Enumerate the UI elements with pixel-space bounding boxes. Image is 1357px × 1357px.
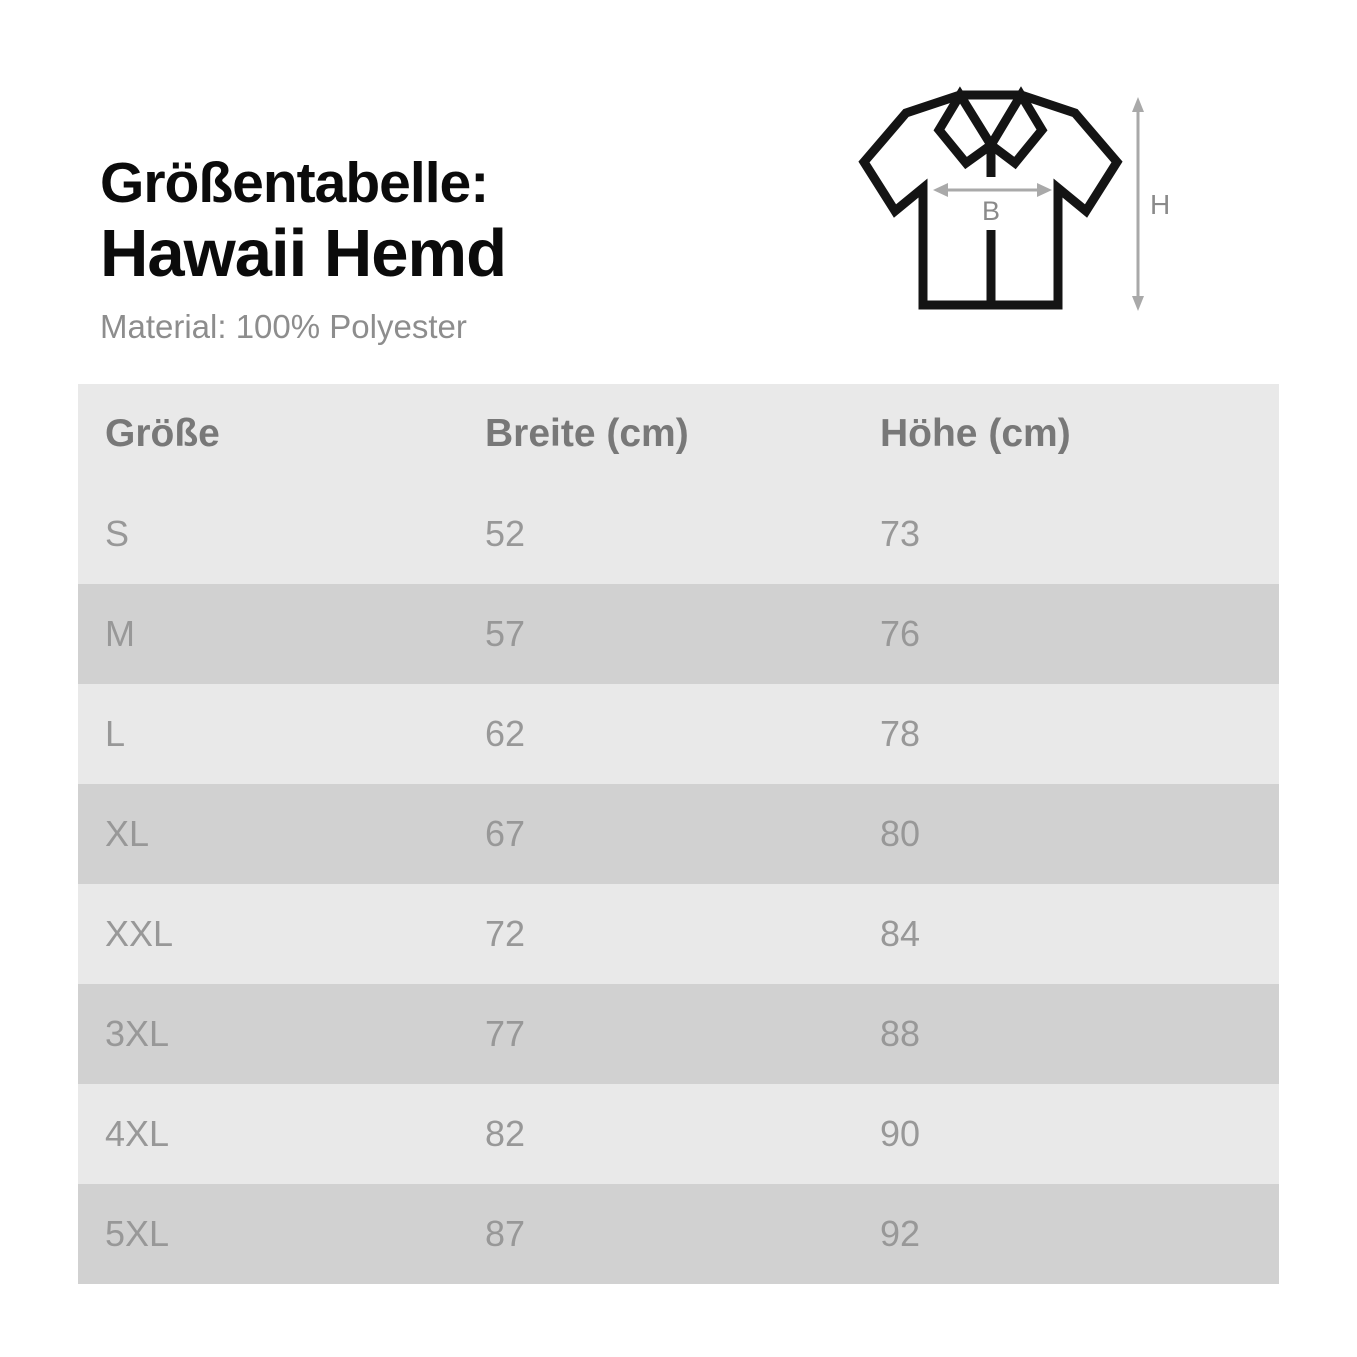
width-label: B xyxy=(981,196,1001,226)
height-cell: 73 xyxy=(880,513,921,554)
title-block xyxy=(100,150,506,346)
height-arrow-icon xyxy=(1132,97,1144,311)
width-cell: 82 xyxy=(485,1113,526,1154)
width-cell: 72 xyxy=(485,913,526,954)
material-subtitle: Material: 100% Polyester xyxy=(100,308,467,345)
table-row xyxy=(78,684,1279,784)
height-cell: 84 xyxy=(880,913,921,954)
width-cell: 67 xyxy=(485,813,526,854)
column-header-height: Höhe (cm) xyxy=(880,412,1071,455)
table-body xyxy=(78,484,1279,1284)
height-cell: 76 xyxy=(880,613,921,654)
height-label: H xyxy=(1150,189,1171,220)
page-title-line1: Größentabelle: xyxy=(100,151,489,215)
height-cell: 92 xyxy=(880,1213,921,1254)
table-row xyxy=(78,484,1279,584)
table-header-row xyxy=(78,384,1279,484)
table-row xyxy=(78,984,1279,1084)
width-cell: 62 xyxy=(485,713,526,754)
size-cell: 4XL xyxy=(105,1113,170,1154)
shirt-collar-left xyxy=(939,95,991,163)
height-cell: 80 xyxy=(880,813,921,854)
size-cell: 3XL xyxy=(105,1013,170,1054)
shirt-collar-right xyxy=(991,95,1042,163)
size-cell: L xyxy=(105,713,126,754)
width-cell: 57 xyxy=(485,613,526,654)
table-row xyxy=(78,784,1279,884)
shirt-measurement-diagram xyxy=(848,78,1180,330)
height-cell: 88 xyxy=(880,1013,921,1054)
column-header-width: Breite (cm) xyxy=(485,412,689,455)
size-cell: 5XL xyxy=(105,1213,170,1254)
table-row xyxy=(78,584,1279,684)
width-cell: 77 xyxy=(485,1013,526,1054)
size-cell: S xyxy=(105,513,130,554)
size-cell: XXL xyxy=(105,913,174,954)
width-arrow-icon xyxy=(933,183,1052,197)
table-row xyxy=(78,884,1279,984)
page-title-line2: Hawaii Hemd xyxy=(100,216,507,291)
size-cell: M xyxy=(105,613,135,654)
table-row xyxy=(78,1084,1279,1184)
table-row xyxy=(78,1184,1279,1284)
size-table xyxy=(78,384,1279,1284)
width-cell: 52 xyxy=(485,513,526,554)
shirt-icon xyxy=(848,78,1180,330)
height-cell: 78 xyxy=(880,713,921,754)
height-cell: 90 xyxy=(880,1113,921,1154)
column-header-size: Größe xyxy=(105,412,220,455)
width-cell: 87 xyxy=(485,1213,526,1254)
size-cell: XL xyxy=(105,813,150,854)
